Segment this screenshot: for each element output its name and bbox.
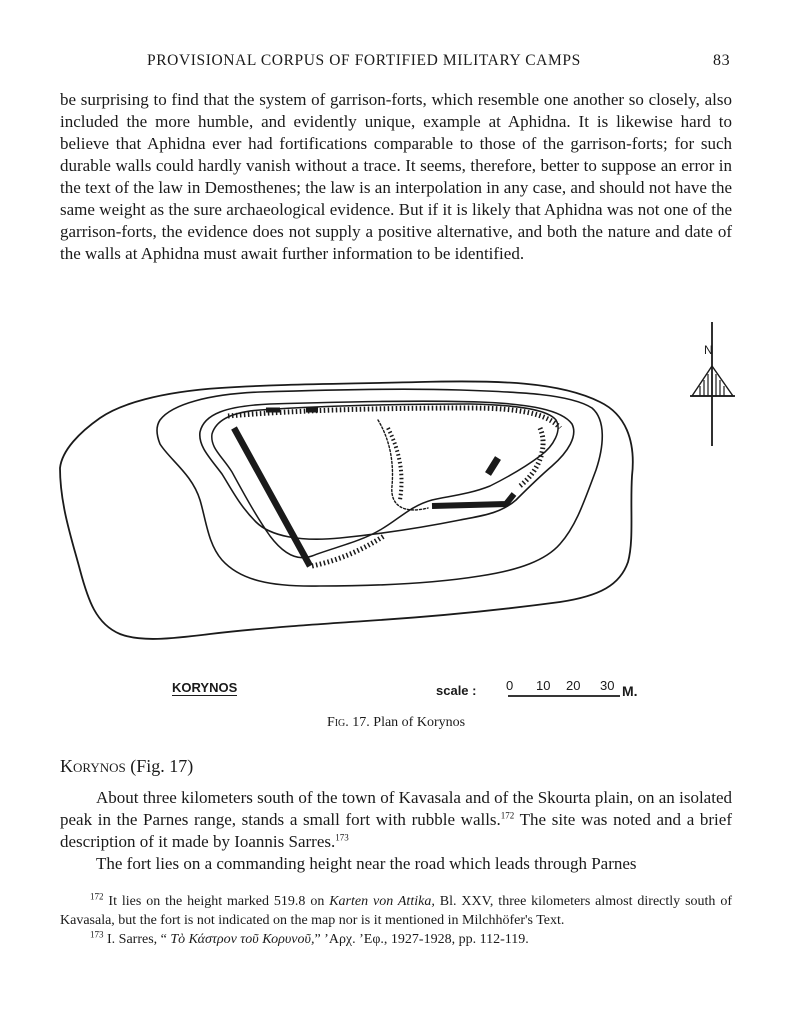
- solid-wall-east: [488, 458, 498, 474]
- internal-path-line: [378, 420, 428, 510]
- middle-contour-line: [157, 389, 602, 586]
- footnote-172-title: Karten von Attika,: [329, 894, 435, 909]
- caption-prefix: Fig.: [326, 715, 349, 730]
- solid-wall-south: [432, 494, 514, 506]
- footnote-172: [60, 892, 732, 930]
- footnote-173-mark: 173: [90, 929, 104, 940]
- figure-site-label: KORYNOS: [172, 680, 238, 695]
- scale-unit: M.: [622, 683, 638, 699]
- hachured-wall-inner: [388, 428, 402, 500]
- paragraph-location-text-b: The site was noted and a brief description of it made by Ioannis Sarres.: [60, 810, 732, 851]
- north-label: N: [704, 343, 713, 357]
- section-figure-ref: (Fig. 17): [130, 756, 194, 776]
- paragraph-location: [60, 787, 732, 853]
- section-name: Korynos: [60, 756, 126, 776]
- caption-text: Plan of Korynos: [373, 715, 466, 730]
- running-head: [0, 52, 792, 74]
- figure-scale-label: scale :: [436, 683, 477, 698]
- paragraph-location-text-a: About three kilometers south of the town of Kavasala and of the Skourta plain, on an isolated peak in the Parnes range, stands a small fort with rubble walls.: [60, 788, 732, 829]
- scale-tick-10: 10: [536, 678, 551, 693]
- summit-contour-line: [212, 404, 558, 558]
- hachured-wall-north: [228, 408, 560, 428]
- scale-tick-0: 0: [506, 678, 514, 693]
- running-title: PROVISIONAL CORPUS OF FORTIFIED MILITARY CAMPS: [147, 52, 581, 69]
- figure-caption: [0, 715, 792, 731]
- footnote-ref-173[interactable]: 173: [335, 832, 349, 843]
- caption-number: 17.: [352, 715, 370, 730]
- footnotes: [60, 892, 732, 949]
- paragraph-aphidna: be surprising to find that the system of garrison-forts, which resemble one another so closely, also included the more humble, and evidently unique, example at Aphidna. It is likewise hard to believe that Aphidna ever had fortifications comparable to those of the garrison-forts; for such durable walls could hardly vanish without a trace. It seems, therefore, better to suppose an error in the text of the law in Demosthenes; the law is an interpolation in any case, and should not have the same weight as the sure archaeological evidence. But if it is likely that Aphidna was not one of the garrison-forts, the evidence does not supply a positive alternative, and both the nature and date of the walls at Aphidna must await further information to be identified.: [60, 90, 732, 263]
- north-arrow: [690, 322, 735, 446]
- footnote-172-text-b: Bl. XXV, three kilometers almost directly south of Kavasala, but the fort is not indicated on the map nor is it mentioned in Milchhöfer's Text.: [60, 894, 732, 928]
- hachured-wall-east: [520, 428, 543, 486]
- hachured-wall-south: [312, 536, 384, 566]
- scale-tick-30: 30: [600, 678, 615, 693]
- footnote-172-mark: 172: [90, 891, 104, 902]
- footnote-173: [60, 930, 732, 949]
- footnote-173-text-a: I. Sarres, “: [103, 932, 171, 947]
- page-number: 83: [713, 52, 731, 69]
- footnote-173-title: Τὸ Κάστρον τοῦ Κορυνοῦ,: [170, 932, 315, 947]
- outer-contour-line: [60, 381, 633, 639]
- solid-wall-west: [234, 428, 310, 566]
- footnote-173-text-b: ” ’Αρχ. ’Εφ., 1927-1928, pp. 112-119.: [314, 932, 529, 947]
- paragraph-fort-position: The fort lies on a commanding height near the road which leads through Parnes: [96, 854, 637, 873]
- scale-tick-20: 20: [566, 678, 581, 693]
- inner-contour-line: [200, 401, 574, 539]
- footnote-172-text-a: It lies on the height marked 519.8 on: [103, 894, 330, 909]
- footnote-ref-172[interactable]: 172: [500, 810, 515, 821]
- section-heading: [60, 756, 193, 777]
